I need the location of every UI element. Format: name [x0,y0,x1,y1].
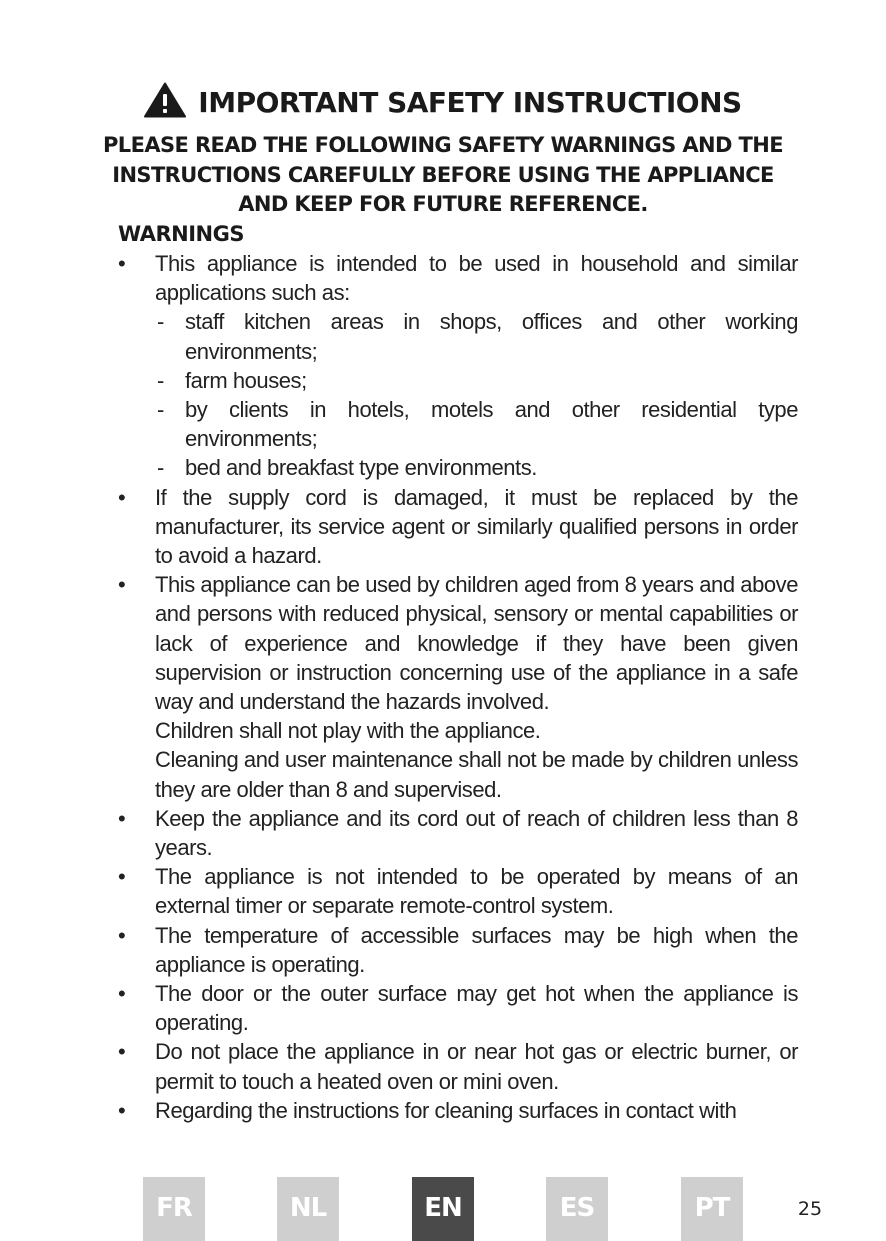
list-item-text: • This appliance can be used by children aged from 8 years and above and persons with reduced physical, sensory or mental capabilities or lack of experience and knowledge if they have been given supervision or instruction concerning use of the appliance in a safe way and understand the hazards involved. [155,572,798,715]
list-item [118,249,798,483]
warning-triangle-icon [144,82,186,118]
page-title-text: IMPORTANT SAFETY INSTRUCTIONS [198,86,742,119]
list-item-text: Children shall not play with the appliance. [155,718,541,744]
page-title [0,82,886,122]
list-item [118,979,798,1037]
list-item-text: The temperature of accessible surfaces may be high when the appliance is operating. [155,922,798,977]
tab-language-fr[interactable]: FR [143,1177,205,1241]
list-item-text: Keep the appliance and its cord out of reach of children less than 8 years. [155,805,798,861]
list-item-text: The appliance is not intended to be operated by means of an external timer or separate remote-control system. [155,864,798,919]
sub-list-item: - staff kitchen areas in shops, offices and other working environments; [155,307,798,365]
sub-list-item: - by clients in hotels, motels and other residential type environments; [155,395,798,453]
tab-language-en[interactable]: EN [412,1177,474,1241]
language-tabs [0,1177,886,1241]
sub-list [155,307,798,482]
list-item-text: Do not place the appliance in or near hot gas or electric burner, or permit to touch a heated oven or mini oven. [155,1039,798,1094]
list-item [118,862,798,920]
list-item [118,1096,798,1125]
tab-language-pt[interactable]: PT [681,1177,743,1241]
warnings-list [118,249,798,1125]
list-item [118,1037,798,1095]
list-item-text: Regarding the instructions for cleaning surfaces in contact with [155,1097,737,1123]
sub-list-item: - farm houses; [155,366,798,395]
tab-language-nl[interactable]: NL [277,1177,339,1241]
page-subtitle: PLEASE READ THE FOLLOWING SAFETY WARNINGS AND THE INSTRUCTIONS CAREFULLY BEFORE USING THE APPLIANCE AND KEEP FOR FUTURE REFERENCE. [103,133,783,216]
tab-language-es[interactable]: ES [546,1177,608,1241]
page-number: 25 [797,1198,823,1220]
list-item-text: The door or the outer surface may get hot when the appliance is operating. [155,981,798,1036]
list-item [118,804,798,862]
sub-list-item: - bed and breakfast type environments. [155,453,798,482]
list-item-text: If the supply cord is damaged, it must be replaced by the manufacturer, its service agent or similarly qualified persons in order to avoid a hazard. [155,484,798,569]
warnings-content [118,249,798,1125]
list-item [118,570,798,804]
list-item [118,921,798,979]
list-item-text: Cleaning and user maintenance shall not be made by children unless they are older than 8 and supervised. [155,747,798,802]
list-item-text: This appliance is intended to be used in household and similar applications such as: [155,251,798,306]
warnings-heading: WARNINGS [118,222,244,246]
list-item [118,483,798,571]
